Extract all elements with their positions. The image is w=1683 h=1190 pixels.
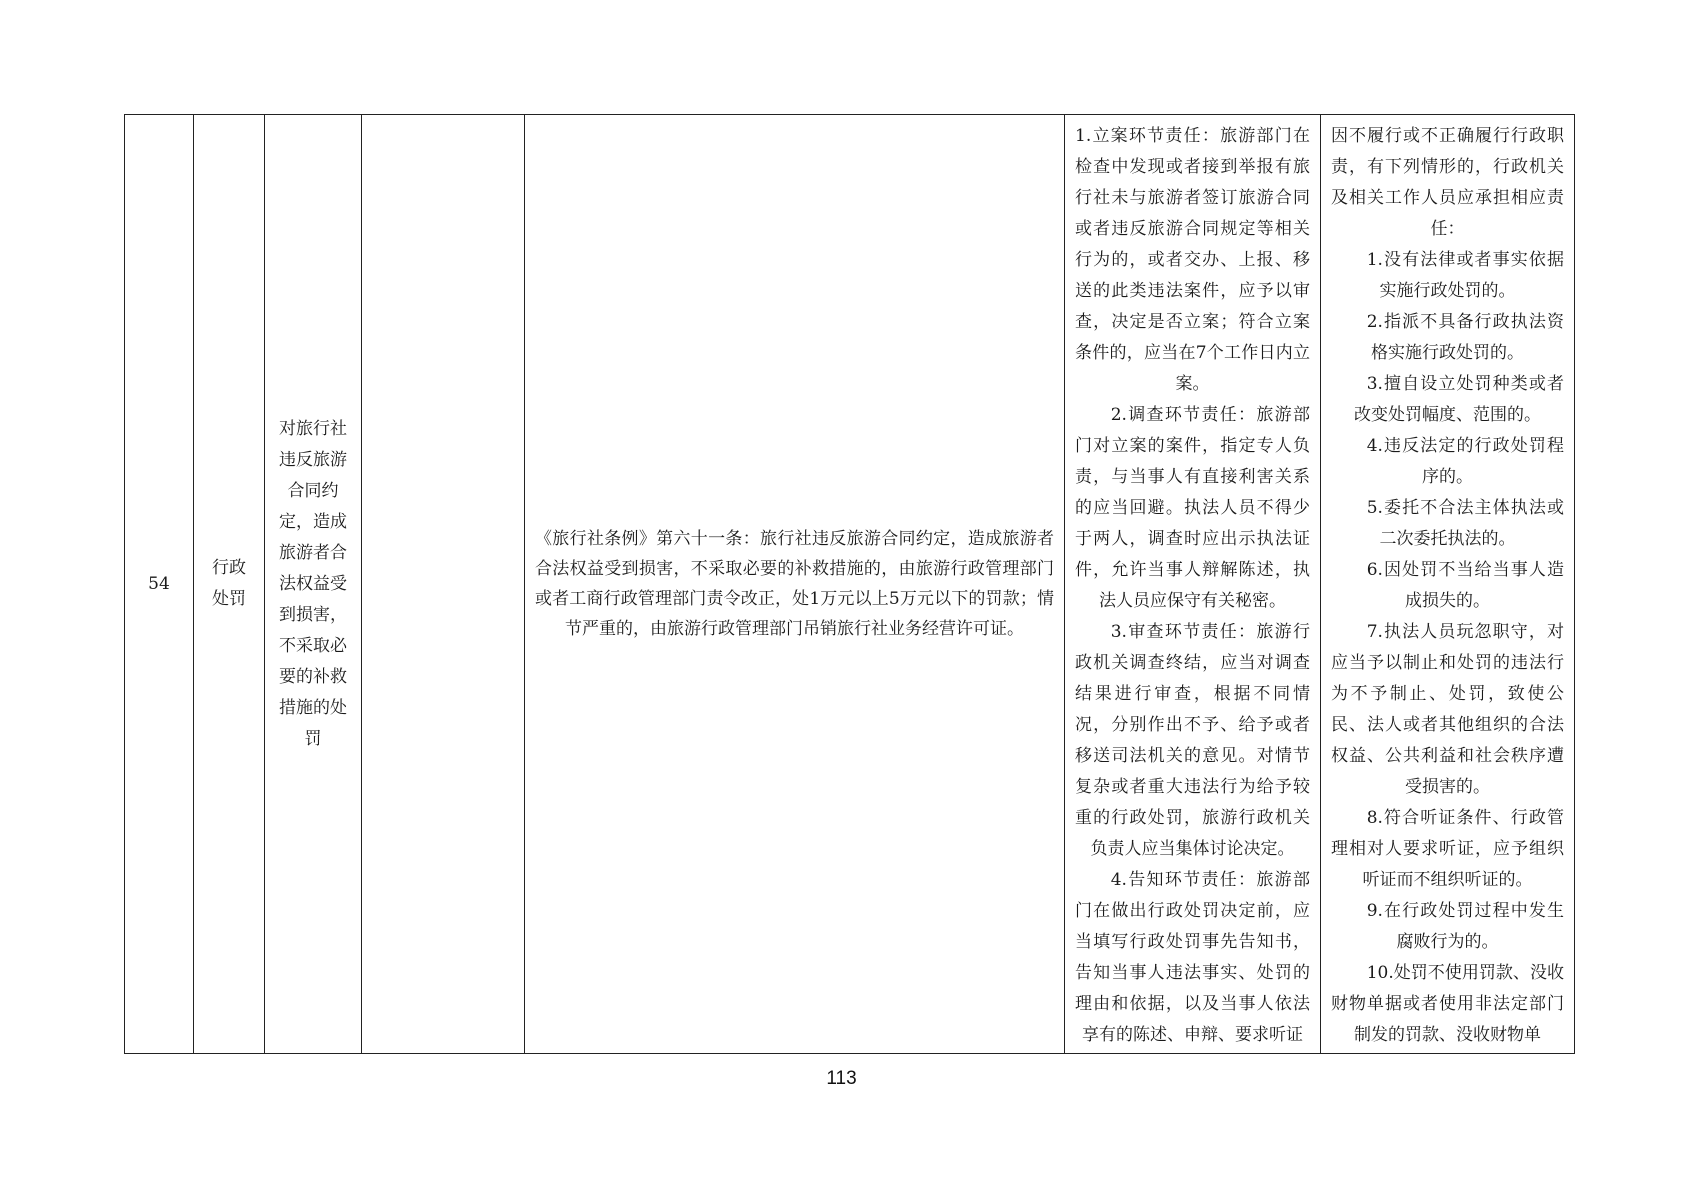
subitem-cell <box>362 115 525 1054</box>
accountability-item: 4.违反法定的行政处罚程序的。 <box>1366 436 1564 487</box>
accountability-cell <box>1321 115 1575 1054</box>
accountability-item: 1.没有法律或者事实依据实施行政处罚的。 <box>1366 250 1564 301</box>
row-number: 54 <box>148 573 170 594</box>
power-list-table <box>124 114 1575 1054</box>
accountability-item: 8.符合听证条件、行政管理相对人要求听证，应予组织听证而不组织听证的。 <box>1331 808 1564 890</box>
accountability-item: 9.在行政处罚过程中发生腐败行为的。 <box>1366 901 1564 952</box>
item-name-cell <box>265 115 362 1054</box>
category-cell <box>194 115 265 1054</box>
responsibility-item: 4.告知环节责任：旅游部门在做出行政处罚决定前，应当填写行政处罚事先告知书，告知当事人违法事实、处罚的理由和依据，以及当事人依法享有的陈述、申辩、要求听证 <box>1075 870 1310 1045</box>
item-name: 对旅行社违反旅游合同约定，造成旅游者合法权益受到损害，不采取必要的补救措施的处罚 <box>279 418 347 749</box>
responsibilities-cell <box>1065 115 1321 1054</box>
legal-basis: 《旅行社条例》第六十一条：旅行社违反旅游合同约定，造成旅游者合法权益受到损害，不采取必要的补救措施的，由旅游行政管理部门或者工商行政管理部门责令改正，处1万元以上5万元以下的罚款；情节严重的，由旅游行政管理部门吊销旅行社业务经营许可证。 <box>535 529 1054 639</box>
category: 行政处罚 <box>211 558 246 609</box>
responsibility-item: 3.审查环节责任：旅游行政机关调查终结，应当对调查结果进行审查，根据不同情况，分别作出不予、给予或者移送司法机关的意见。对情节复杂或者重大违法行为给予较重的行政处罚，旅游行政机关负责人应当集体讨论决定。 <box>1075 622 1310 859</box>
accountability-item: 7.执法人员玩忽职守，对应当予以制止和处罚的违法行为不予制止、处罚，致使公民、法人或者其他组织的合法权益、公共利益和社会秩序遭受损害的。 <box>1331 622 1564 797</box>
accountability-item: 5.委托不合法主体执法或二次委托执法的。 <box>1366 498 1564 549</box>
page-number: 113 <box>826 1068 857 1089</box>
responsibility-item: 1.立案环节责任：旅游部门在检查中发现或者接到举报有旅行社未与旅游者签订旅游合同或者违反旅游合同规定等相关行为的，或者交办、上报、移送的此类违法案件，应予以审查，决定是否立案；符合立案条件的，应当在7个工作日内立案。 <box>1075 126 1310 394</box>
responsibility-item: 2.调查环节责任：旅游部门对立案的案件，指定专人负责，与当事人有直接利害关系的应当回避。执法人员不得少于两人，调查时应出示执法证件，允许当事人辩解陈述，执法人员应保守有关秘密。 <box>1075 405 1310 611</box>
legal-basis-cell <box>525 115 1065 1054</box>
accountability-item: 6.因处罚不当给当事人造成损失的。 <box>1366 560 1564 611</box>
accountability-item: 2.指派不具备行政执法资格实施行政处罚的。 <box>1366 312 1564 363</box>
row-number-cell <box>125 115 194 1054</box>
accountability-item: 3.擅自设立处罚种类或者改变处罚幅度、范围的。 <box>1354 374 1564 425</box>
accountability-intro: 因不履行或不正确履行行政职责，有下列情形的，行政机关及相关工作人员应承担相应责任： <box>1331 126 1564 239</box>
accountability-item: 10.处罚不使用罚款、没收财物单据或者使用非法定部门制发的罚款、没收财物单 <box>1331 963 1564 1045</box>
table-row <box>125 115 1575 1054</box>
